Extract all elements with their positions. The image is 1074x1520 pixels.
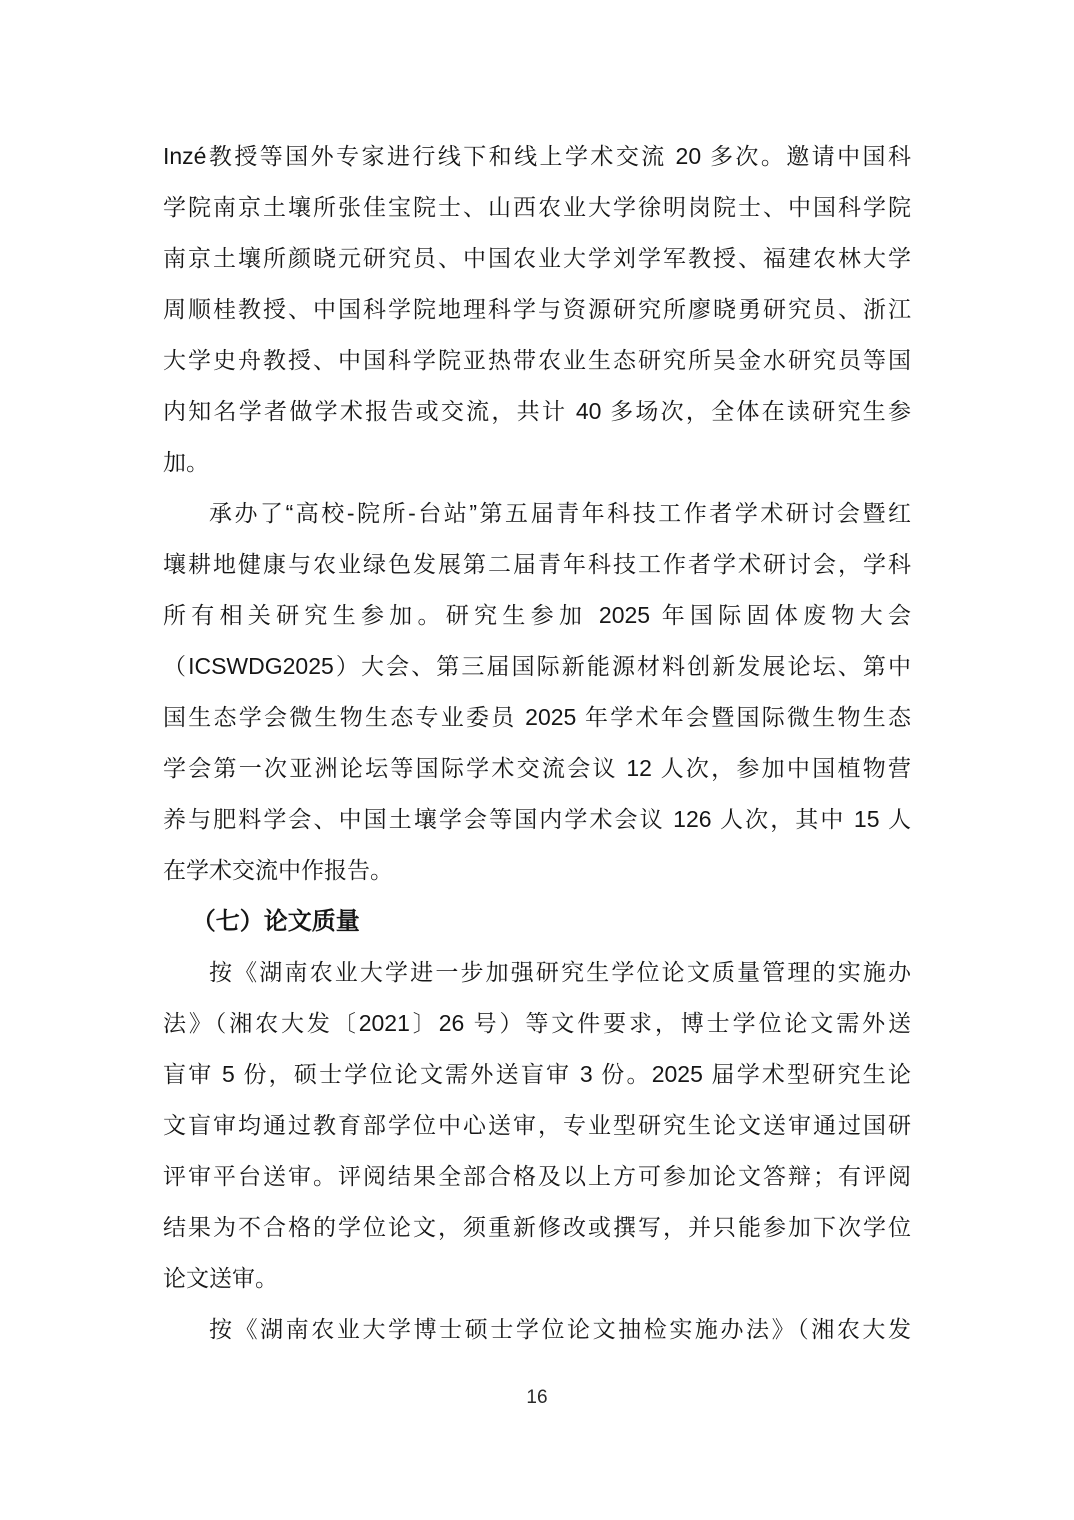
text-line: 周顺桂教授、中国科学院地理科学与资源研究所廖晓勇研究员、浙江 bbox=[163, 296, 911, 322]
text-line: Inzé教授等国外专家进行线下和线上学术交流 20 多次。邀请中国科 bbox=[163, 143, 911, 169]
text-line: 文盲审均通过教育部学位中心送审，专业型研究生论文送审通过国研 bbox=[163, 1112, 911, 1138]
text-line: 结果为不合格的学位论文，须重新修改或撰写，并只能参加下次学位 bbox=[163, 1214, 911, 1240]
text-line: 学院南京土壤所张佳宝院士、山西农业大学徐明岗院士、中国科学院 bbox=[163, 194, 911, 220]
document-body bbox=[163, 131, 911, 1355]
text-line: 国生态学会微生物生态专业委员 2025 年学术年会暨国际微生物生态 bbox=[163, 704, 911, 730]
text-line: 南京土壤所颜晓元研究员、中国农业大学刘学军教授、福建农林大学 bbox=[163, 245, 911, 271]
text-line: 大学史舟教授、中国科学院亚热带农业生态研究所吴金水研究员等国 bbox=[163, 347, 911, 373]
text-line: 按《湖南农业大学进一步加强研究生学位论文质量管理的实施办 bbox=[209, 959, 911, 985]
text-line: 评审平台送审。评阅结果全部合格及以上方可参加论文答辩；有评阅 bbox=[163, 1163, 911, 1189]
text-line: 在学术交流中作报告。 bbox=[163, 857, 393, 883]
text-line: 加。 bbox=[163, 449, 209, 475]
page-footer bbox=[0, 1387, 1074, 1409]
text-line: 所有相关研究生参加。研究生参加 2025 年国际固体废物大会 bbox=[163, 602, 911, 628]
text-line: 承办了“高校-院所-台站”第五届青年科技工作者学术研讨会暨红 bbox=[209, 500, 911, 526]
text-line: 内知名学者做学术报告或交流，共计 40 多场次，全体在读研究生参 bbox=[163, 398, 911, 424]
text-line: 壤耕地健康与农业绿色发展第二届青年科技工作者学术研讨会，学科 bbox=[163, 551, 911, 577]
paragraph-2 bbox=[163, 488, 911, 896]
paragraph-4 bbox=[163, 1304, 911, 1355]
text-line: 学会第一次亚洲论坛等国际学术交流会议 12 人次，参加中国植物营 bbox=[163, 755, 911, 781]
section-heading: （七）论文质量 bbox=[191, 908, 360, 935]
text-line: 养与肥料学会、中国土壤学会等国内学术会议 126 人次，其中 15 人 bbox=[163, 806, 911, 832]
paragraph-1 bbox=[163, 131, 911, 488]
text-line: 论文送审。 bbox=[163, 1265, 278, 1291]
text-line: 按《湖南农业大学博士硕士学位论文抽检实施办法》（湘农大发 bbox=[209, 1316, 911, 1342]
text-line: 盲审 5 份，硕士学位论文需外送盲审 3 份。2025 届学术型研究生论 bbox=[163, 1061, 911, 1087]
paragraph-3 bbox=[163, 947, 911, 1304]
page-number: 16 bbox=[526, 1387, 548, 1408]
text-line: 法》（湘农大发〔2021〕26 号）等文件要求，博士学位论文需外送 bbox=[163, 1010, 911, 1036]
text-line: （ICSWDG2025）大会、第三届国际新能源材料创新发展论坛、第中 bbox=[163, 653, 911, 679]
